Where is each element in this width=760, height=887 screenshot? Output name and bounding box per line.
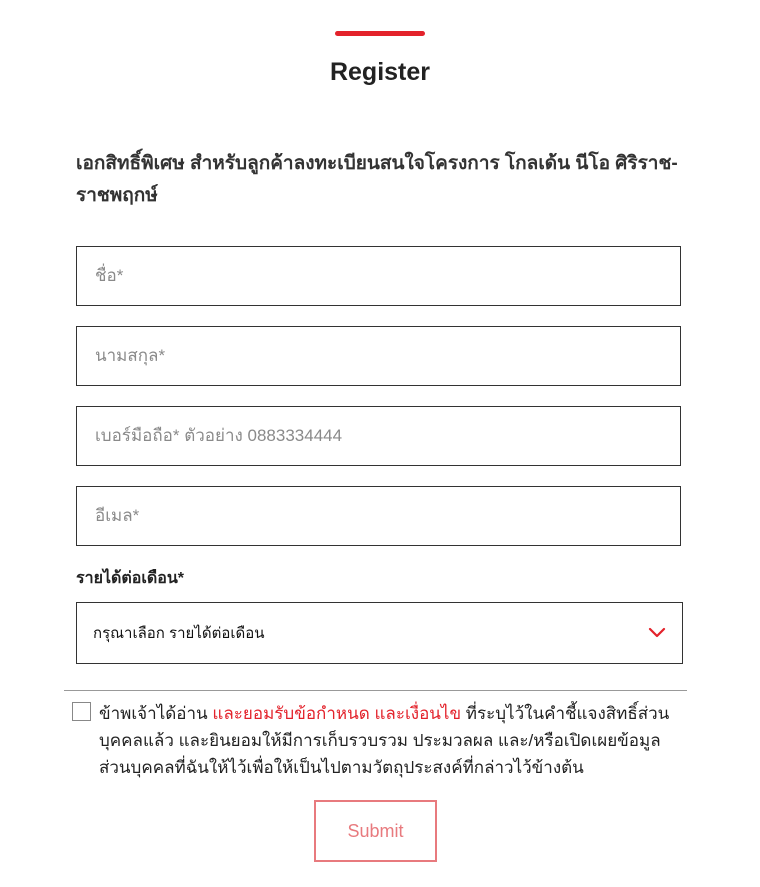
terms-link[interactable]: และยอมรับข้อกำหนด และเงื่อนไข (212, 704, 462, 723)
income-select[interactable] (76, 602, 683, 664)
income-label: รายได้ต่อเดือน* (76, 570, 185, 587)
income-select-value: กรุณาเลือก รายได้ต่อเดือน (93, 625, 265, 642)
consent-text (99, 700, 674, 781)
intro-text: เอกสิทธิ์พิเศษ สำหรับลูกค้าลงทะเบียนสนใจโครงการ โกลเด้น นีโอ ศิริราช-ราชพฤกษ์ (76, 153, 678, 206)
title-accent-line (335, 31, 425, 36)
consent-checkbox[interactable] (72, 702, 91, 721)
email-field[interactable] (76, 486, 681, 546)
last-name-field[interactable] (76, 326, 681, 386)
consent-text-after: ที่ระบุไว้ในคำชี้แจงสิทธิ์ส่วนบุคคลแล้ว และยินยอมให้มีการเก็บรวบรวม ประมวลผล และ/หรือเปิดเผยข้อมูลส่วนบุคคลที่ฉันให้ไว้เพื่อให้เป็นไปตามวัตถุประสงค์ที่กล่าวไว้ข้างต้น (99, 704, 670, 777)
consent-text-before: ข้าพเจ้าได้อ่าน (99, 704, 213, 723)
page-title: Register (329, 58, 431, 86)
phone-field[interactable] (76, 406, 681, 466)
chevron-down-icon (648, 627, 666, 639)
first-name-field[interactable] (76, 246, 681, 306)
divider (64, 690, 687, 691)
submit-button[interactable]: Submit (314, 800, 437, 862)
